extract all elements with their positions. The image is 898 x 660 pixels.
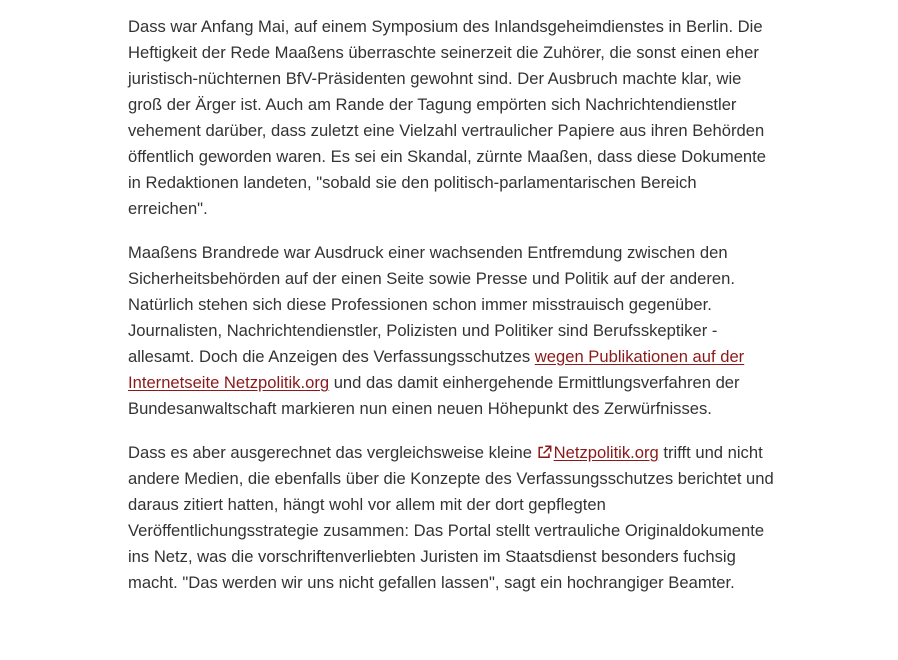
paragraph-2-text-after: und das damit einhergehende Ermittlungsverfahren der Bundesanwaltschaft markieren nun einen neuen Höhepunkt des Zerwürfnisses. <box>128 373 740 418</box>
paragraph-3-text-after: trifft und nicht andere Medien, die ebenfalls über die Konzepte des Verfassungsschutzes berichtet und daraus zitiert hatten, hängt wohl vor allem mit der dort gepflegten Veröffentlichungsstrategie zusammen: Das Portal stellt vertrauliche Originaldokumente ins Netz, was die vorschriftenverliebten Juristen im Staatsdienst besonders fuchsig macht. "Das werden wir uns nicht gefallen lassen", sagt ein hochrangiger Beamter. <box>128 443 774 592</box>
publications-link[interactable]: wegen Publikationen auf der Internetseite Netzpolitik.org <box>128 347 745 392</box>
paragraph-3 <box>128 440 778 596</box>
paragraph-2-text-before: Maaßens Brandrede war Ausdruck einer wachsenden Entfremdung zwischen den Sicherheitsbehörden auf der einen Seite sowie Presse und Politik auf der anderen. Natürlich stehen sich diese Professionen schon immer misstrauisch gegenüber. Journalisten, Nachrichtendienstler, Polizisten und Politiker sind Berufsskeptiker - allesamt. Doch die Anzeigen des Verfassungsschutzes <box>128 243 735 366</box>
article-body <box>128 14 778 614</box>
external-link-icon <box>537 445 552 459</box>
netzpolitik-link-label: Netzpolitik.org <box>553 443 659 462</box>
paragraph-1 <box>128 14 778 222</box>
paragraph-2 <box>128 240 778 422</box>
netzpolitik-external-link[interactable] <box>537 443 659 462</box>
paragraph-3-text-before: Dass es aber ausgerechnet das vergleichsweise kleine <box>128 443 537 462</box>
paragraph-1-text: Dass war Anfang Mai, auf einem Symposium des Inlandsgeheimdienstes in Berlin. Die Heftigkeit der Rede Maaßens überraschte seinerzeit die Zuhörer, die sonst einen eher juristisch-nüchternen BfV-Präsidenten gewohnt sind. Der Ausbruch machte klar, wie groß der Ärger ist. Auch am Rande der Tagung empörten sich Nachrichtendienstler vehement darüber, dass zuletzt eine Vielzahl vertraulicher Papiere aus ihren Behörden öffentlich geworden waren. Es sei ein Skandal, zürnte Maaßen, dass diese Dokumente in Redaktionen landeten, "sobald sie den politisch-parlamentarischen Bereich erreichen". <box>128 17 766 218</box>
